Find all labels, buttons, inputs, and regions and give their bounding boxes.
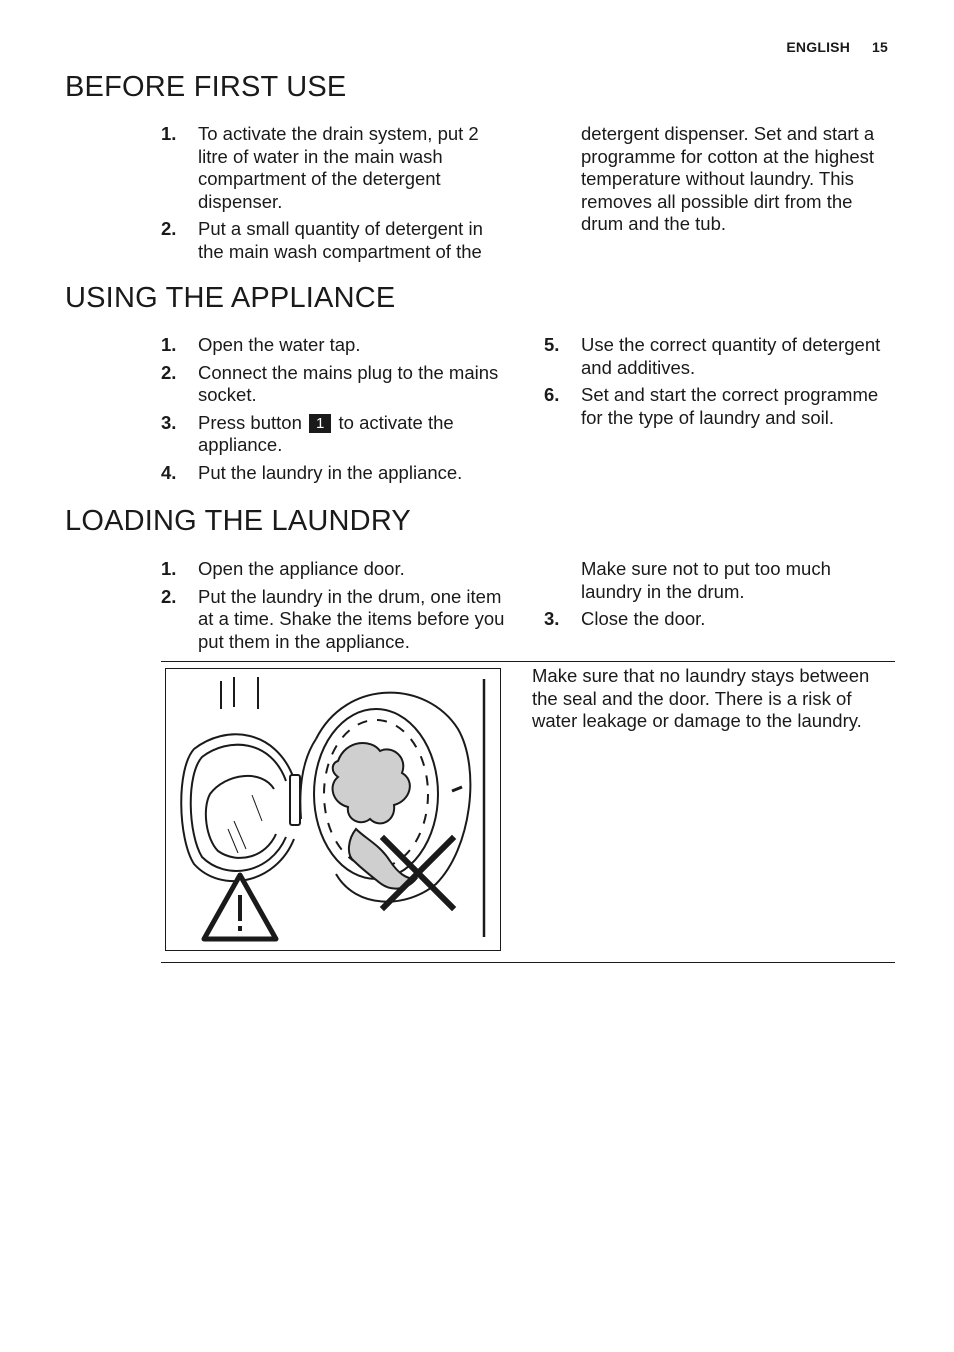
step-text: Open the water tap. bbox=[198, 334, 361, 355]
step-text: Connect the mains plug to the mains socket. bbox=[198, 361, 499, 405]
step-text-continued: Make sure not to put too much laundry in the drum. bbox=[581, 558, 831, 602]
step-number: 3. bbox=[161, 411, 177, 433]
page-header bbox=[786, 39, 888, 55]
step-text-after: to activate the appliance. bbox=[198, 411, 454, 455]
section-title-loading-the-laundry: LOADING THE LAUNDRY bbox=[65, 505, 411, 537]
step-text: To activate the drain system, put 2 litre of water in the main wash compartment of the detergent dispenser. bbox=[198, 123, 479, 212]
step-text: Put the laundry in the drum, one item at a time. Shake the items before you put them in the appliance. bbox=[198, 585, 505, 652]
button-1-symbol: 1 bbox=[309, 414, 331, 433]
loading-laundry-left-column bbox=[161, 558, 511, 658]
step-text-continued: detergent dispenser. Set and start a programme for cotton at the highest temperature without laundry. This removes all possible dirt from the drum and the tub. bbox=[581, 123, 875, 234]
warning-triangle-icon bbox=[204, 875, 276, 939]
step-number: 1. bbox=[161, 558, 177, 579]
using-appliance-right-column bbox=[544, 334, 896, 434]
step-text: Put the laundry in the appliance. bbox=[198, 461, 463, 483]
header-language: ENGLISH bbox=[786, 39, 851, 55]
list-item bbox=[544, 334, 896, 379]
section-title-using-the-appliance: USING THE APPLIANCE bbox=[65, 282, 396, 314]
warning-text: Make sure that no laundry stays between the seal and the door. There is a risk of water leakage or damage to the laundry. bbox=[532, 665, 870, 731]
list-item bbox=[161, 586, 511, 654]
step-text: Open the appliance door. bbox=[198, 558, 405, 579]
list-item bbox=[161, 362, 511, 407]
list-item bbox=[161, 334, 511, 357]
step-text-before: Press button bbox=[198, 411, 302, 433]
list-item bbox=[161, 123, 511, 213]
step-text: Put a small quantity of detergent in the main wash compartment of the bbox=[198, 218, 483, 262]
step-number: 4. bbox=[161, 461, 177, 483]
step-text: Close the door. bbox=[581, 608, 706, 629]
warning-top-rule bbox=[161, 661, 895, 662]
step-number: 1. bbox=[161, 334, 177, 355]
warning-bottom-rule bbox=[161, 962, 895, 963]
step-number: 2. bbox=[161, 585, 177, 607]
before-first-use-right-column bbox=[581, 123, 886, 236]
list-item bbox=[161, 412, 511, 457]
list-item bbox=[161, 558, 511, 581]
before-first-use-left-column bbox=[161, 123, 511, 268]
step-number: 1. bbox=[161, 123, 177, 144]
step-number: 2. bbox=[161, 218, 177, 239]
step-number: 6. bbox=[544, 384, 560, 405]
list-item bbox=[544, 608, 874, 631]
step-number: 2. bbox=[161, 361, 177, 383]
step-text: Set and start the correct programme for the type of laundry and soil. bbox=[581, 384, 879, 428]
list-item bbox=[544, 384, 896, 429]
door-illustration-svg bbox=[166, 669, 500, 950]
step-number: 3. bbox=[544, 608, 560, 629]
washing-machine-door-illustration bbox=[165, 668, 501, 951]
list-item bbox=[161, 218, 511, 263]
page-number: 15 bbox=[872, 39, 888, 55]
loading-laundry-right-column bbox=[544, 558, 874, 636]
section-title-before-first-use: BEFORE FIRST USE bbox=[65, 71, 347, 103]
step-text: Use the correct quantity of detergent and additives. bbox=[581, 334, 881, 378]
list-item bbox=[161, 462, 511, 485]
using-appliance-left-column bbox=[161, 334, 511, 489]
step-number: 5. bbox=[544, 334, 560, 355]
